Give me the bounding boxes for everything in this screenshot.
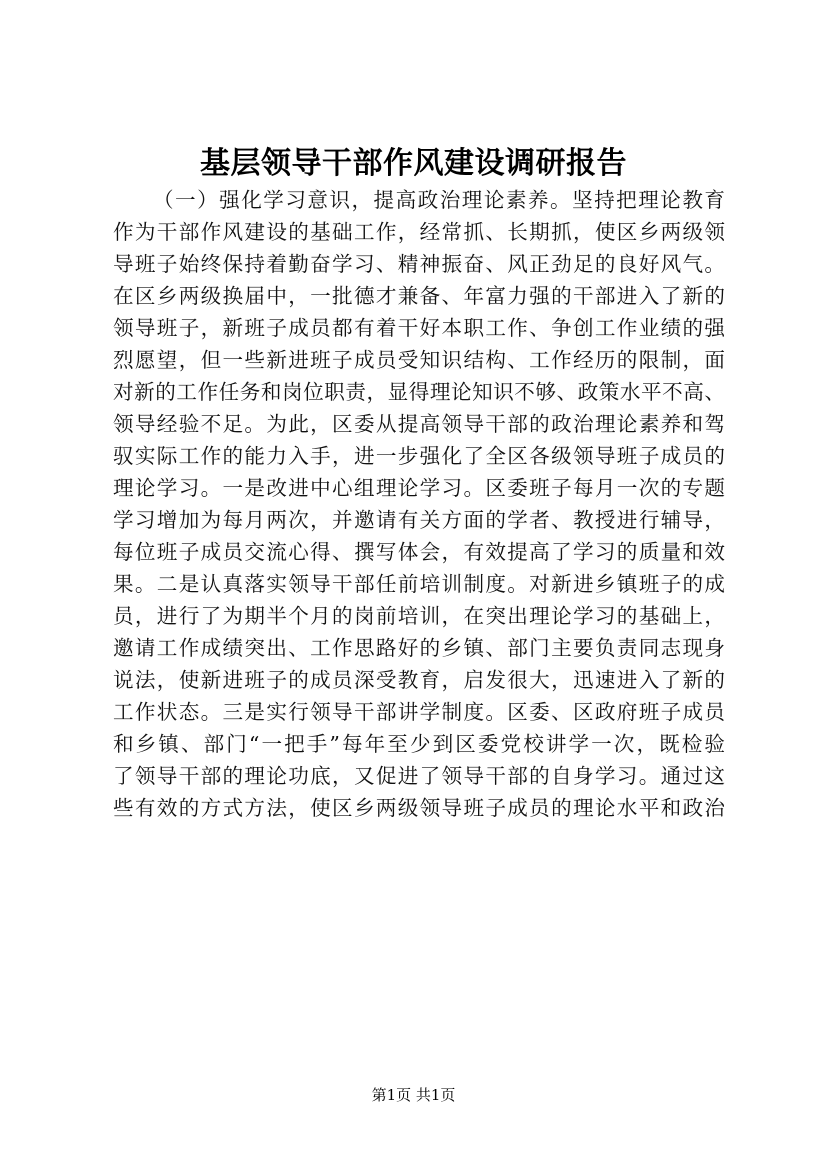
body-line: 员，进行了为期半个月的岗前培训，在突出理论学习的基础上， (113, 604, 725, 628)
body-line: 驭实际工作的能力入手，进一步强化了全区各级领导班子成员的 (113, 444, 725, 468)
body-line: 导班子始终保持着勤奋学习、精神振奋、风正劲足的良好风气。 (113, 252, 725, 276)
document-title: 基层领导干部作风建设调研报告 (200, 146, 627, 181)
body-line: 烈愿望，但一些新进班子成员受知识结构、工作经历的限制，面 (113, 348, 725, 372)
body-line: （一）强化学习意识，提高政治理论素养。坚持把理论教育 (153, 188, 725, 212)
body-line: 工作状态。三是实行领导干部讲学制度。区委、区政府班子成员 (113, 700, 725, 724)
body-line: 每位班子成员交流心得、撰写体会，有效提高了学习的质量和效 (113, 540, 725, 564)
body-line: 在区乡两级换届中，一批德才兼备、年富力强的干部进入了新的 (113, 284, 725, 308)
body-line: 领导经验不足。为此，区委从提高领导干部的政治理论素养和驾 (113, 412, 725, 436)
body-line: 邀请工作成绩突出、工作思路好的乡镇、部门主要负责同志现身 (113, 636, 725, 660)
body-line: 学习增加为每月两次，并邀请有关方面的学者、教授进行辅导， (113, 508, 725, 532)
page-footer: 第1页 共1页 (371, 1086, 456, 1104)
body-line: 作为干部作风建设的基础工作，经常抓、长期抓，使区乡两级领 (113, 220, 725, 244)
body-line: 和乡镇、部门“一把手”每年至少到区委党校讲学一次，既检验 (113, 732, 725, 756)
body-line: 对新的工作任务和岗位职责，显得理论知识不够、政策水平不高、 (113, 380, 725, 404)
body-line: 果。二是认真落实领导干部任前培训制度。对新进乡镇班子的成 (113, 572, 725, 596)
body-line: 了领导干部的理论功底，又促进了领导干部的自身学习。通过这 (113, 764, 725, 788)
body-line: 说法，使新进班子的成员深受教育，启发很大，迅速进入了新的 (113, 668, 725, 692)
body-line: 理论学习。一是改进中心组理论学习。区委班子每月一次的专题 (113, 476, 725, 500)
body-line: 领导班子，新班子成员都有着干好本职工作、争创工作业绩的强 (113, 316, 725, 340)
body-line: 些有效的方式方法，使区乡两级领导班子成员的理论水平和政治 (113, 796, 725, 820)
document-body (113, 184, 725, 824)
